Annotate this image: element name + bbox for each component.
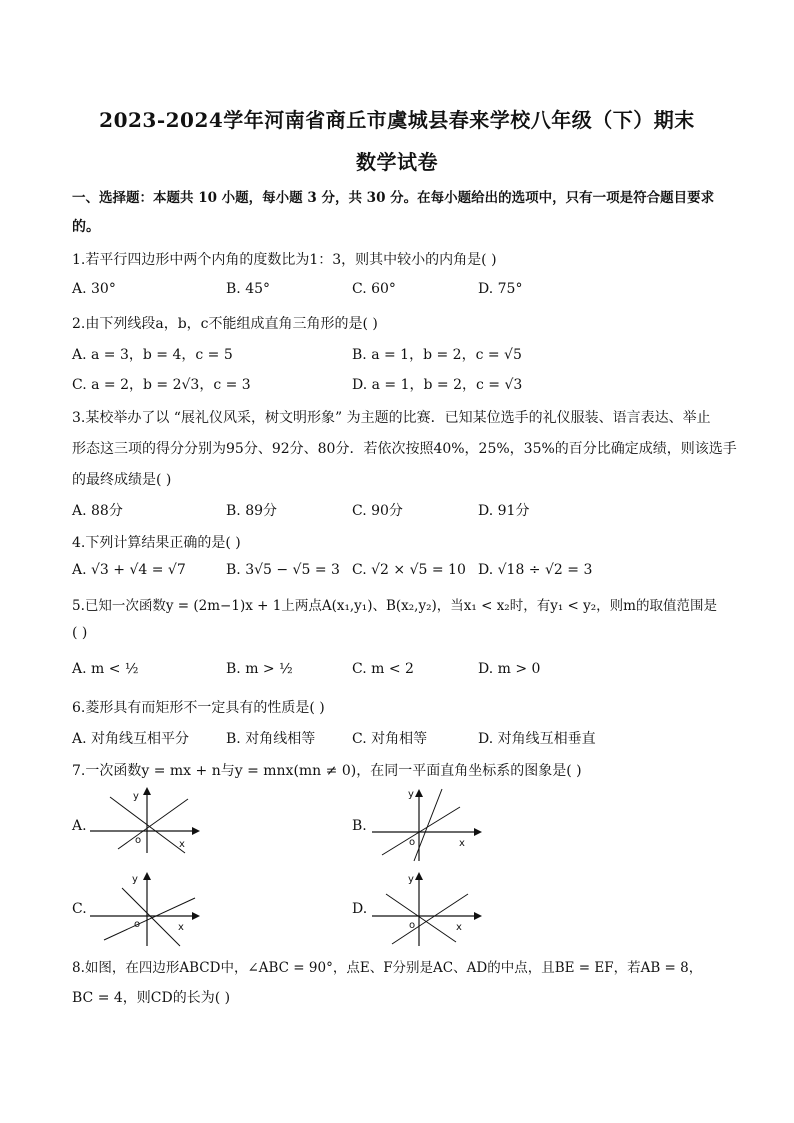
q1-option-d: D. 75° bbox=[478, 281, 523, 297]
q3-option-a: A. 88分 bbox=[72, 503, 123, 519]
q4-option-d: D. √18 ÷ √2 = 3 bbox=[478, 562, 593, 578]
q4-option-c: C. √2 × √5 = 10 bbox=[352, 562, 466, 578]
question-8-line2: BC = 4，则CD的长为( ) bbox=[72, 990, 231, 1006]
question-2: 2.由下列线段a，b，c不能组成直角三角形的是( ) bbox=[72, 316, 378, 332]
graph-c-origin: o bbox=[134, 919, 141, 930]
question-5-line1: 5.已知一次函数y = (2m−1)x + 1上两点A(x₁,y₁)、B(x₂,y₂)，当x₁ < x₂时，有y₁ < y₂，则m的取值范围是 bbox=[72, 598, 717, 614]
graph-a-y-label: y bbox=[133, 791, 139, 802]
graph-b-x-label: x bbox=[459, 838, 465, 849]
q2-option-a: A. a = 3，b = 4，c = 5 bbox=[72, 347, 233, 363]
q1-option-c: C. 60° bbox=[352, 281, 396, 297]
q6-option-b: B. 对角线相等 bbox=[226, 731, 316, 747]
q3-option-c: C. 90分 bbox=[352, 503, 403, 519]
exam-title-line1: 2023-2024学年河南省商丘市虞城县春来学校八年级（下）期末 bbox=[99, 108, 695, 132]
q1-option-a: A. 30° bbox=[72, 281, 116, 297]
q5-option-a: A. m < ½ bbox=[72, 661, 139, 677]
q7-option-d-label: D. bbox=[352, 901, 368, 917]
graph-a-origin: o bbox=[135, 835, 142, 846]
q7-graph-d bbox=[372, 868, 487, 948]
question-6: 6.菱形具有而矩形不一定具有的性质是( ) bbox=[72, 700, 325, 716]
q4-option-b: B. 3√5 − √5 = 3 bbox=[226, 562, 340, 578]
q1-option-b: B. 45° bbox=[226, 281, 271, 297]
q5-option-d: D. m > 0 bbox=[478, 661, 541, 677]
question-3-line1: 3.某校举办了以 “展礼仪风采，树文明形象” 为主题的比赛．已知某位选手的礼仪服装、语言表达、举止 bbox=[72, 410, 711, 426]
graph-a-x-label: x bbox=[179, 839, 185, 850]
question-3-line2: 形态这三项的得分分别为95分、92分、80分．若依次按照40%，25%，35%的百分比确定成绩，则该选手 bbox=[72, 441, 737, 457]
q6-option-a: A. 对角线互相平分 bbox=[72, 731, 190, 747]
q7-graph-b bbox=[372, 785, 487, 865]
q3-option-d: D. 91分 bbox=[478, 503, 530, 519]
q7-option-b-label: B. bbox=[352, 818, 367, 834]
section-heading-cont: 的。 bbox=[72, 219, 100, 235]
q2-option-b: B. a = 1，b = 2，c = √5 bbox=[352, 347, 522, 363]
graph-d-x-label: x bbox=[456, 922, 462, 933]
section-heading: 一、选择题：本题共 10 小题，每小题 3 分，共 30 分。在每小题给出的选项中，只有一项是符合题目要求 bbox=[72, 190, 715, 206]
q7-option-a-label: A. bbox=[72, 818, 87, 834]
graph-d-y-label: y bbox=[408, 874, 414, 885]
graph-c-y-label: y bbox=[132, 874, 138, 885]
q7-option-c-label: C. bbox=[72, 901, 87, 917]
graph-d-origin: o bbox=[409, 920, 416, 931]
q6-option-c: C. 对角相等 bbox=[352, 731, 428, 747]
q2-option-c: C. a = 2，b = 2√3，c = 3 bbox=[72, 377, 251, 393]
q7-graph-c bbox=[90, 868, 205, 948]
question-7: 7.一次函数y = mx + n与y = mnx(mn ≠ 0)，在同一平面直角坐标系的图象是( ) bbox=[72, 763, 582, 779]
q7-graph-a bbox=[90, 785, 205, 855]
graph-c-x-label: x bbox=[178, 922, 184, 933]
q2-option-d: D. a = 1，b = 2，c = √3 bbox=[352, 377, 523, 393]
q4-option-a: A. √3 + √4 = √7 bbox=[72, 562, 186, 578]
question-3-line3: 的最终成绩是( ) bbox=[72, 472, 172, 488]
graph-b-origin: o bbox=[409, 837, 416, 848]
question-5-line2: ( ) bbox=[72, 625, 88, 641]
question-8-line1: 8.如图，在四边形ABCD中，∠ABC = 90°，点E、F分别是AC、AD的中点，且BE = EF，若AB = 8， bbox=[72, 960, 703, 976]
question-4: 4.下列计算结果正确的是( ) bbox=[72, 535, 241, 551]
q5-option-b: B. m > ½ bbox=[226, 661, 293, 677]
graph-b-y-label: y bbox=[408, 789, 414, 800]
q3-option-b: B. 89分 bbox=[226, 503, 278, 519]
q5-option-c: C. m < 2 bbox=[352, 661, 414, 677]
q6-option-d: D. 对角线互相垂直 bbox=[478, 731, 596, 747]
question-1: 1.若平行四边形中两个内角的度数比为1：3，则其中较小的内角是( ) bbox=[72, 252, 497, 268]
exam-title-line2: 数学试卷 bbox=[356, 150, 438, 174]
